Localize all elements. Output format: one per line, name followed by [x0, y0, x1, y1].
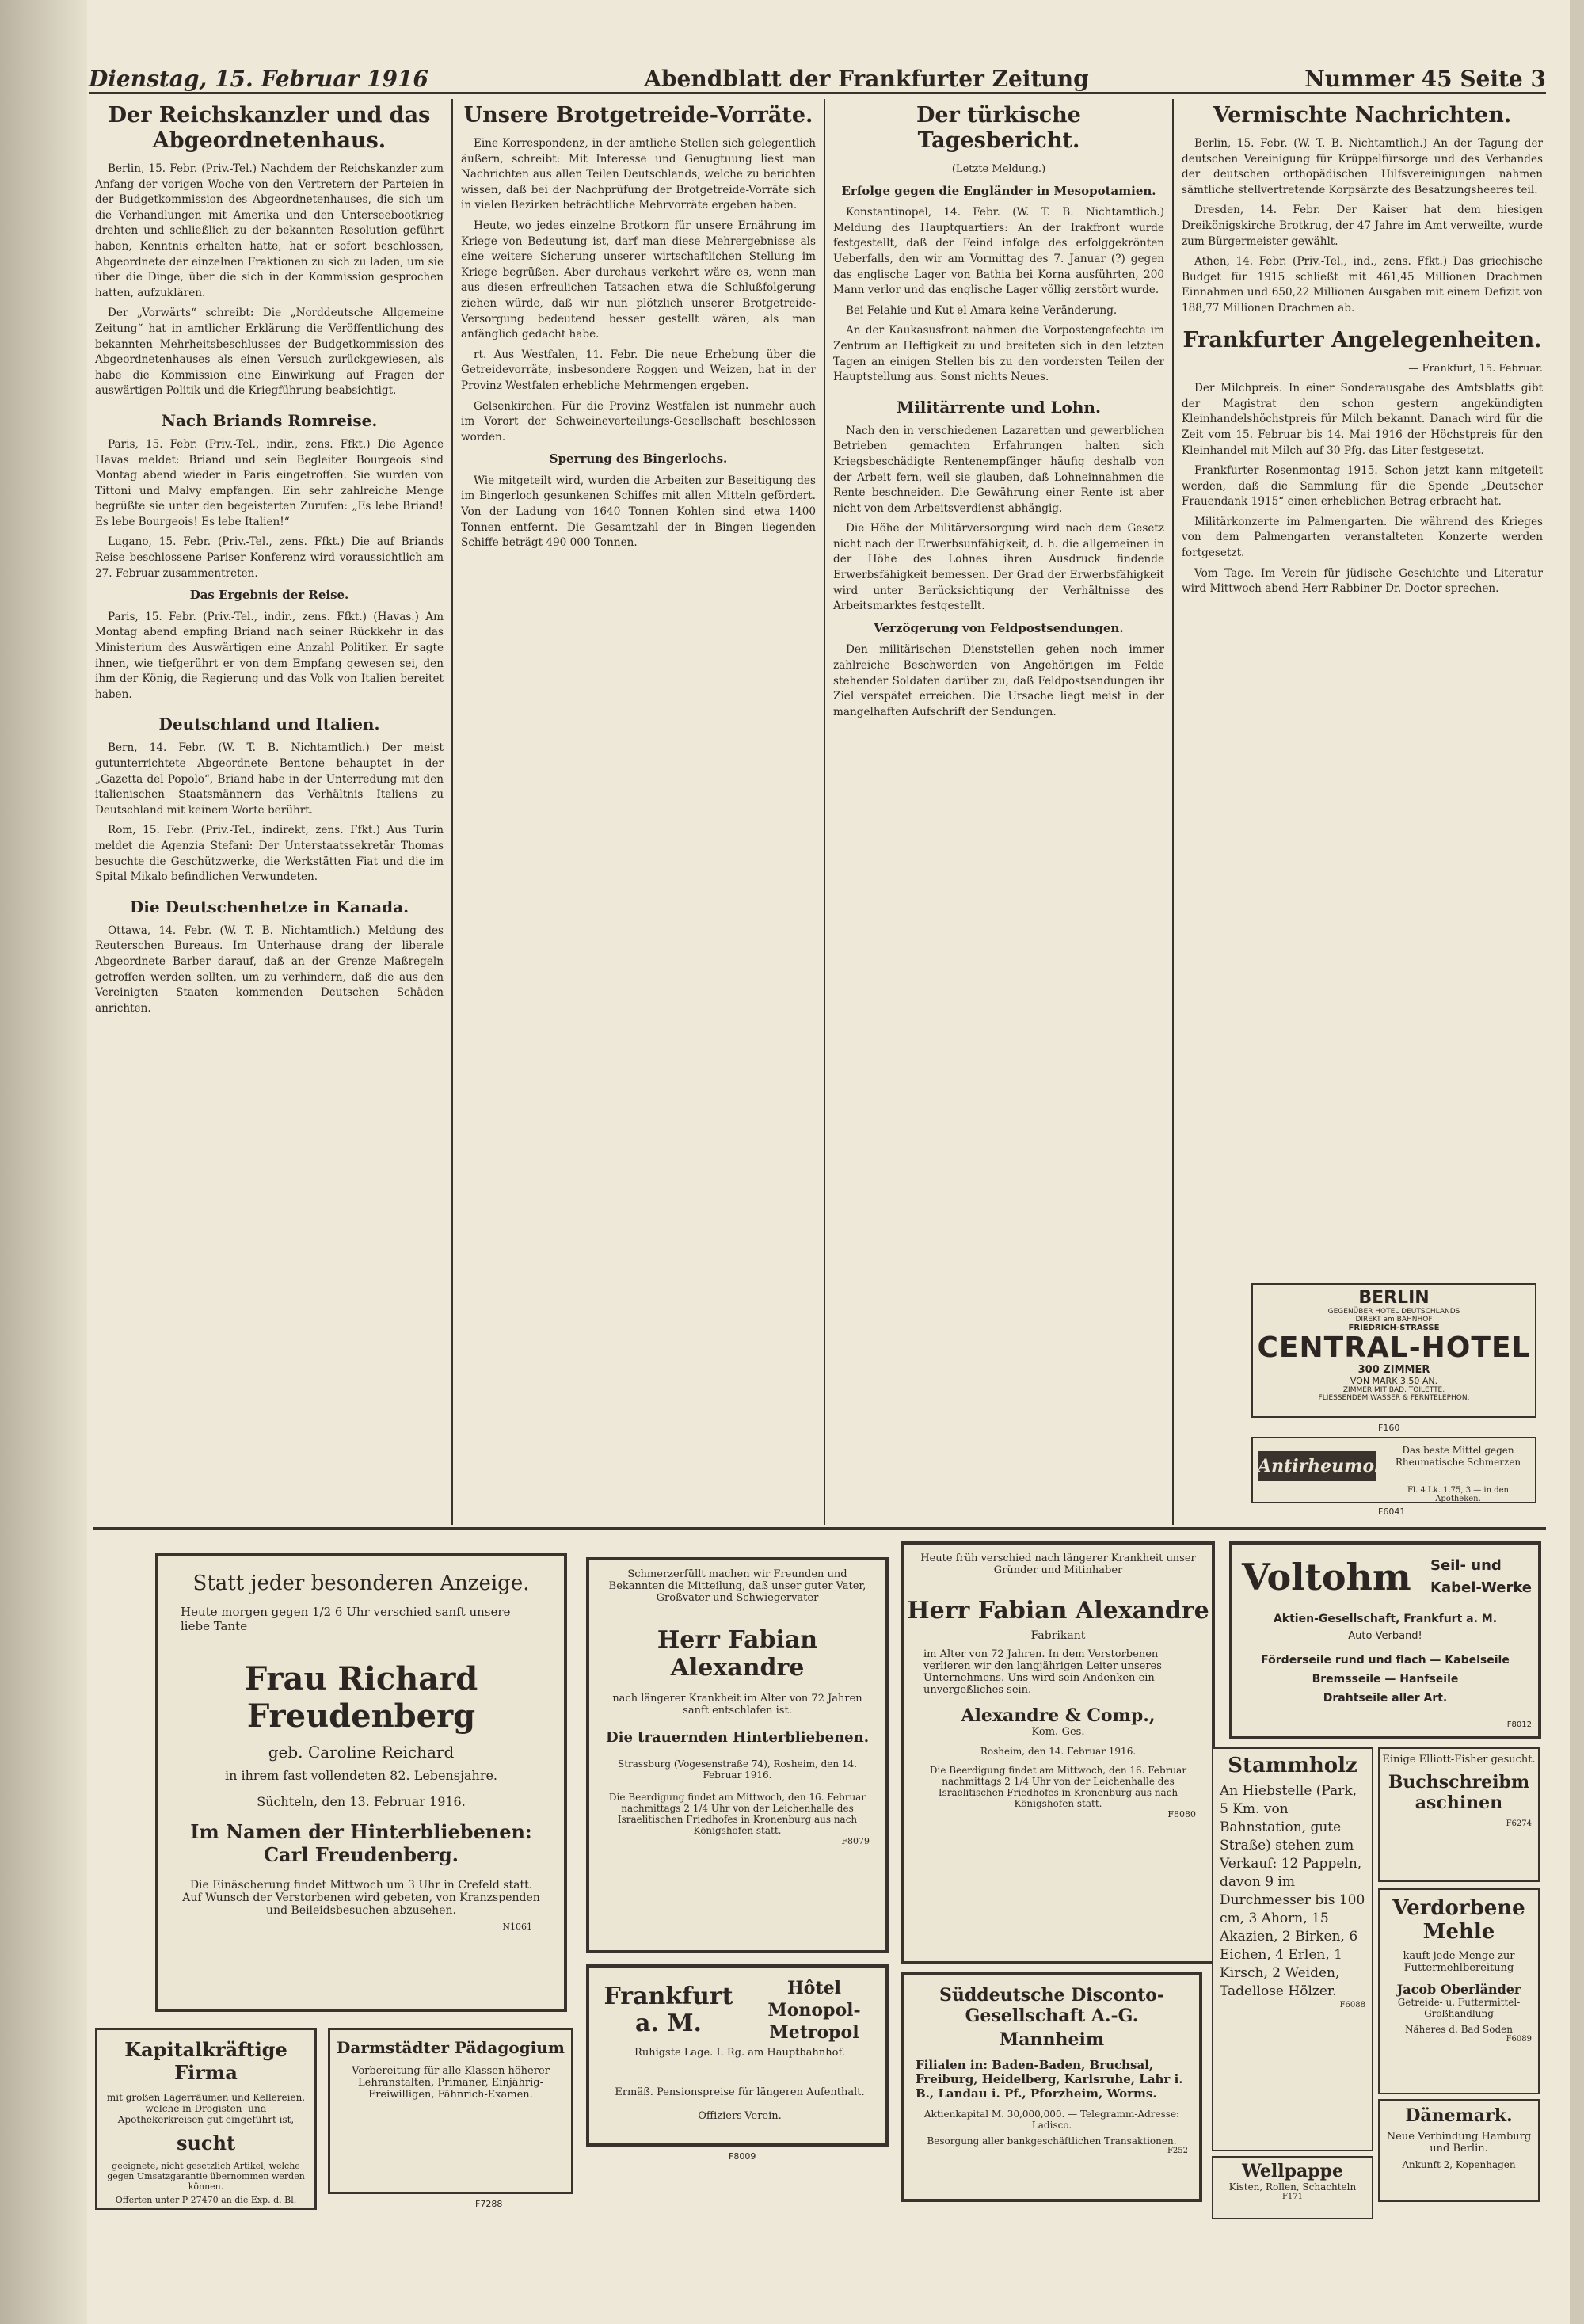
article-note: (Letzte Meldung.) [951, 163, 1046, 175]
article-paragraph: Der „Vorwärts“ schreibt: Die „Norddeutsche Allgemeine Zeitung“ hat in amtlicher Erklärung die Veröffentlichung des bekannten Mehrheitsbeschlusses der Budgetkommission des Abgeordnetenhauses als einen Versuch zurückgewiesen, als habe die Kommission eine Einwirkung auf Fragen der auswärtigen Politik und die Kriegführung beabsichtigt. [95, 307, 444, 398]
ad-line: Drahtseile aller Art. [1323, 1692, 1448, 1705]
ad-line: Ermäß. Pensionspreise für längeren Aufenthalt. [615, 2086, 865, 2098]
ad-code: F8012 [1506, 1720, 1532, 1729]
ad-product-name: Antirheumol [1258, 1451, 1376, 1481]
ad-note: Die Beerdigung findet am Mittwoch, den 16. Februar nachmittags 2 1/4 Uhr von der Leichenhalle des Israelitischen Friedhofes in Kronenburg aus nach Königshofen statt. [929, 1765, 1187, 1809]
column-rule [451, 99, 453, 1525]
ad-darmstaedter-paedagogium [328, 2028, 573, 2194]
ad-line: geb. Caroline Reichard [268, 1743, 455, 1762]
article-paragraph: Ottawa, 14. Febr. (W. T. B. Nichtamtlich.) Meldung des Reuterschen Bureaus. Im Unterhause drang der liberale Abgeordnete Barber darauf, daß an der Grenze Maßregeln getroffen werden sollten, um zu verhindern, daß die aus den Vereinigten Staaten kommenden Deutschen Schäden anrichten. [95, 924, 444, 1015]
ad-title: Verdorbene Mehle [1392, 1896, 1525, 1944]
ad-deceased-name: Herr Fabian Alexandre [907, 1597, 1209, 1625]
ad-line: Seil- und [1430, 1557, 1502, 1574]
ad-kapitalkraeftige-firma [95, 2028, 317, 2210]
article-headline: Die Deutschenhetze in Kanada. [129, 897, 409, 916]
ad-line: Strassburg (Vogesenstraße 74), Rosheim, den 14. Februar 1916. [617, 1758, 858, 1781]
masthead-page: Nummer 45 Seite 3 [1304, 66, 1546, 92]
article-paragraph: Vom Tage. Im Verein für jüdische Geschichte und Literatur wird Mittwoch abend Herr Rabbiner Dr. Doctor sprechen. [1182, 566, 1543, 596]
ad-title: Stammholz [1228, 1754, 1357, 1777]
ad-line: 300 ZIMMER [1357, 1364, 1430, 1376]
ad-line: FLIESSENDEM WASSER & FERNTELEPHON. [1318, 1394, 1470, 1402]
column-rule [1172, 99, 1174, 1525]
ad-buchschreibmaschinen [1378, 1747, 1540, 1882]
ad-code: F7288 [475, 2199, 503, 2209]
ad-verdorbene-mehle [1378, 1888, 1540, 2094]
ad-text: Einige Elliott-Fisher gesucht. [1382, 1754, 1536, 1766]
ad-line: ZIMMER MIT BAD, TOILETTE, [1342, 1386, 1445, 1394]
ad-name: Jacob Oberländer [1396, 1982, 1521, 1997]
ad-line: Offiziers-Verein. [698, 2110, 782, 2122]
ad-price: Fl. 4 Lk. 1.75, 3.— in den Apotheken. [1407, 1486, 1509, 1503]
article-paragraph: Bern, 14. Febr. (W. T. B. Nichtamtlich.) Der meist gutunterrichtete Abgeordnete Bentone behauptet in der „Gazetta del Popolo“, Briand habe in der Unterredung mit den italienischen Staatsmännern das Verhältnis Italiens zu Deutschland mit keinem Worte berührt. [95, 741, 444, 817]
article-paragraph: Bei Felahie und Kut el Amara keine Veränderung. [846, 303, 1118, 317]
article-paragraph: Der Milchpreis. In einer Sonderausgabe des Amtsblatts gibt der Magistrat den schon gestern angekündigten Kleinhandelshöchstpreis für Milch bekannt. Danach wird für die Zeit vom 15. Februar bis 14. Mai 1916 der Höchstpreis für den Kleinhandel mit Milch auf 30 Pfg. das Liter festgesetzt. [1182, 382, 1543, 457]
ad-text: mit großen Lagerräumen und Kellereien, welche in Drogisten- und Apothekerkreisen gut eingeführt ist, [106, 2092, 306, 2125]
ad-code: F171 [1281, 2193, 1304, 2201]
ad-code: F6089 [1506, 2035, 1532, 2044]
ad-line: Süchteln, den 13. Februar 1916. [257, 1794, 466, 1809]
article-paragraph: Nach den in verschiedenen Lazaretten und gewerblichen Betrieben gemachten Erfahrungen halten sich Kriegsbeschädigte Rentenempfänger häufig deshalb von der Arbeit fern, weil sie glauben, daß Lohneinnahmen die Rente beschneiden. Die Gewährung einer Rente ist aber nicht von dem Arbeitsverdienst abhängig. [833, 424, 1164, 515]
ad-voltohm [1229, 1541, 1541, 1739]
ad-line: Heute morgen gegen 1/2 6 Uhr verschied sanft unsere liebe Tante [181, 1605, 511, 1633]
ad-signature: Im Namen der Hinterbliebenen: [190, 1820, 532, 1843]
article-paragraph: Gelsenkirchen. Für die Provinz Westfalen ist nunmehr auch im Vorort der Schweineverteilungs-Gesellschaft beschlossen worden. [461, 399, 816, 444]
ad-line: Heute früh verschied nach längerer Krankheit unser Gründer und Mitinhaber [920, 1553, 1196, 1576]
ad-line: Rosheim, den 14. Februar 1916. [980, 1746, 1137, 1757]
ad-firm-name: Alexandre & Comp., [961, 1705, 1156, 1726]
article-paragraph: Berlin, 15. Febr. (W. T. B. Nichtamtlich.) An der Tagung der deutschen Vereinigung für Krüppelfürsorge und des Verbandes der deutschen orthopädischen Hilfsvereinigungen nahmen sämtliche stellvertretende Korpsärzte des Besatzungsheeres teil. [1182, 137, 1543, 196]
ad-line: Aktienkapital M. 30,000,000. — Telegramm-Adresse: Ladisco. [923, 2109, 1180, 2131]
article-dateline: — Frankfurt, 15. Februar. [1408, 362, 1543, 375]
ads-top-rule [93, 1527, 1546, 1530]
ad-line: Bremsseile — Hanfseile [1312, 1673, 1459, 1686]
masthead-date: Dienstag, 15. Februar 1916 [89, 66, 428, 92]
ad-title: Frankfurt a. M. [604, 1983, 733, 2037]
article-headline: Frankfurter Angelegenheiten. [1182, 327, 1542, 352]
article-headline: Der türkische Tagesbericht. [916, 103, 1081, 153]
ad-line: nach längerer Krankheit im Alter von 72 Jahren sanft entschlafen ist. [612, 1693, 862, 1716]
ad-hotel-name: Hôtel Monopol-Metropol [767, 1978, 861, 2043]
ad-line: Näheres d. Bad Soden [1404, 2024, 1514, 2035]
ad-code: F252 [1167, 2147, 1188, 2155]
ad-line: Statt jeder besonderen Anzeige. [192, 1572, 530, 1595]
ad-code: Offerten unter P 27470 an die Exp. d. Bl. [115, 2195, 297, 2205]
ad-line: Ankunft 2, Kopenhagen [1402, 2159, 1516, 2170]
ad-deceased-name: Frau Richard Freudenberg [244, 1660, 478, 1735]
ad-daenemark [1378, 2099, 1540, 2202]
article-subheadline: Das Ergebnis der Reise. [189, 588, 349, 603]
article-headline: Deutschland und Italien. [158, 714, 380, 734]
ad-line: im Alter von 72 Jahren. In dem Verstorbenen verlieren wir den langjährigen Leiter unseres Unternehmens. Uns wird sein Andenken ein unvergeßliches sein. [923, 1648, 1162, 1696]
ad-title: Darmstädter Pädagogium [337, 2038, 565, 2057]
article-paragraph: Dresden, 14. Febr. Der Kaiser hat dem hiesigen Dreikönigskirche Brotkrug, der 47 Jahre im Amt verweilte, wurde zum Bürgermeister gewählt. [1182, 204, 1543, 248]
ad-wellpappe [1212, 2156, 1373, 2219]
column-3 [833, 101, 1164, 725]
ad-note: Die Beerdigung findet am Mittwoch, den 16. Februar nachmittags 2 1/4 Uhr von der Leichenhalle des Israelitischen Friedhofes in Kronenburg aus nach Königshofen statt. [608, 1792, 866, 1836]
ad-note: Die Einäscherung findet Mittwoch um 3 Uhr in Crefeld statt. Auf Wunsch der Verstorbenen wird gebeten, von Kranzspenden und Beileidsbesuchen abzusehen. [182, 1879, 540, 1917]
ad-line: Auto-Verband! [1348, 1630, 1422, 1642]
ad-code: F160 [1378, 1423, 1400, 1433]
ad-line: Ruhigste Lage. I. Rg. am Hauptbahnhof. [634, 2047, 845, 2059]
ad-title: Dänemark. [1405, 2105, 1513, 2126]
ad-line: in ihrem fast vollendeten 82. Lebensjahre. [224, 1768, 498, 1783]
ad-line: DIREKT am BAHNHOF [1355, 1316, 1433, 1324]
article-paragraph: Militärkonzerte im Palmengarten. Die während des Krieges von dem Palmengarten veranstalteten Konzerte werden fortgesetzt. [1182, 515, 1543, 560]
ad-text: Kisten, Rollen, Schachteln [1228, 2181, 1357, 2193]
ad-title: Buchschreibmaschinen [1388, 1772, 1530, 1813]
article-paragraph: Eine Korrespondenz, in der amtliche Stellen sich gelegentlich äußern, schreibt: Mit Interesse und Genugtuung liest man Nachrichten aus allen Teilen Deutschlands, welche zu berichten wissen, daß bei der Nachprüfung der Brotgetreide-Vorräte sich in vielen Bezirken beträchtliche Mehrvorräte ergeben haben. [461, 137, 816, 212]
ad-obituary-alexandre-family [586, 1557, 889, 1953]
ad-code: F6088 [1339, 2001, 1365, 2010]
ad-text: Vorbereitung für alle Klassen höherer Lehranstalten, Primaner, Einjährig-Freiwilligen, Fähnrich-Examen. [352, 2065, 550, 2101]
article-subheadline: Sperrung des Bingerlochs. [549, 451, 728, 467]
article-paragraph: rt. Aus Westfalen, 11. Febr. Die neue Erhebung über die Getreidevorräte, insbesondere Roggen und Weizen, hat in der Provinz Westfalen erhebliche Mehrmengen ergeben. [461, 348, 816, 392]
ad-line: Besorgung aller bankgeschäftlichen Transaktionen. [927, 2135, 1177, 2147]
ad-line: Fabrikant [1030, 1629, 1086, 1642]
ad-obituary-freudenberg [155, 1553, 567, 2012]
ad-central-hotel [1251, 1283, 1536, 1418]
ad-obituary-alexandre-firm [901, 1541, 1215, 1964]
article-headline: Unsere Brotgetreide-Vorräte. [463, 103, 813, 128]
ad-line: FRIEDRICH-STRASSE [1348, 1324, 1440, 1332]
ad-code: F6041 [1378, 1507, 1406, 1517]
ad-deceased-name: Herr Fabian Alexandre [657, 1626, 818, 1682]
article-subheadline: Verzögerung von Feldpostsendungen. [874, 620, 1124, 635]
ad-hotel-name: CENTRAL-HOTEL [1257, 1332, 1531, 1364]
page-right-edge [1570, 0, 1584, 2324]
article-paragraph: Heute, wo jedes einzelne Brotkorn für unsere Ernährung im Kriege von Bedeutung ist, darf man diese Mehrergebnisse als eine weitere Sicherung unserer wirtschaftlichen Stellung im Kriege begrüßen. Aber durchaus verkehrt wäre es, wenn man aus diesen erfreulichen Tatsachen etwa die Schlußfolgerung ziehen würde, daß wir nun plötzlich unserer Brotgetreide-Versorgung bedeutend besser gestellt wären, als man anfänglich gedacht habe. [461, 219, 816, 341]
ad-stammholz [1212, 1747, 1373, 2151]
ad-line: Filialen in: Baden-Baden, Bruchsal, Freiburg, Heidelberg, Karlsruhe, Lahr i. B., Landau i. Pf., Pforzheim, Worms. [916, 2058, 1183, 2101]
article-paragraph: Rom, 15. Febr. (Priv.-Tel., indirekt, zens. Ffkt.) Aus Turin meldet die Agenzia Stefani: Der Unterstaatssekretär Thomas besuchte die Geschützwerke, die Werkstätten Fiat und die im Spital Mikalo befindlichen Verwundeten. [95, 824, 444, 884]
article-headline: Militärrente und Lohn. [897, 397, 1101, 417]
ad-city: Mannheim [999, 2029, 1105, 2050]
article-paragraph: Konstantinopel, 14. Febr. (W. T. B. Nichtamtlich.) Meldung des Hauptquartiers: An der Irakfront wurde festgestellt, daß der Feind infolge des erfolggekrönten Ueberfalls, den wir am Vormittag des 7. Januar (?) gegen das englische Lager von Bathia bei Korna ausführten, 200 Mann verlor und das englische Lager völlig zerstört wurde. [833, 206, 1164, 297]
ad-title: Wellpappe [1241, 2161, 1344, 2181]
ad-title: BERLIN [1358, 1288, 1430, 1308]
ad-sucht: sucht [176, 2132, 236, 2154]
ad-line: geeignete, nicht gesetzlich Artikel, welche gegen Umsatzgarantie übernommen werden können. [107, 2161, 305, 2192]
ad-line: Kom.-Ges. [1031, 1726, 1085, 1738]
ad-line: GEGENÜBER HOTEL DEUTSCHLANDS [1327, 1308, 1460, 1316]
ad-title: Süddeutsche Disconto-Gesellschaft A.-G. [939, 1985, 1165, 2026]
ad-line: Getreide- u. Futtermittel-Großhandlung [1397, 1997, 1521, 2019]
article-headline: Nach Briands Romreise. [161, 410, 378, 430]
article-headline: Vermischte Nachrichten. [1213, 103, 1512, 128]
article-subheadline: Erfolge gegen die Engländer in Mesopotamien. [841, 183, 1156, 198]
ad-text: An Hiebstelle (Park, 5 Km. von Bahnstation, gute Straße) stehen zum Verkauf: 12 Pappeln, davon 9 im Durchmesser bis 100 cm, 3 Ahorn, 15 Akazien, 2 Birken, 6 Eichen, 4 Erlen, 1 Kirsch, 2 Weiden, Tadellose Hölzer. [1220, 1783, 1365, 1999]
ad-code: F8080 [1167, 1809, 1196, 1819]
ad-code: F6274 [1506, 1819, 1532, 1828]
article-paragraph: Wie mitgeteilt wird, wurden die Arbeiten zur Beseitigung des im Bingerloch gesunkenen Schiffes mit allen Mitteln gefördert. Von der Ladung von 1640 Tonnen Kohlen sind etwa 1400 Tonnen entfernt. Die Gesamtzahl der in Bingen liegenden Schiffe beträgt 490 000 Tonnen. [461, 474, 816, 550]
ad-brand-name: Voltohm [1242, 1556, 1411, 1598]
article-headline: Der Reichskanzler und das Abgeordnetenhaus. [108, 103, 431, 153]
article-paragraph: Die Höhe der Militärversorgung wird nach dem Gesetz nicht nach der Erwerbsunfähigkeit, d. h. die allgemeinen in der Höhe des Lohnes ihren Ausdruck findende Erwerbsfähigkeit bemessen. Der Grad der Erwerbsfähigkeit wird unter Berücksichtigung der Verhältnisse des Arbeitsmarktes festgestellt. [833, 522, 1164, 613]
ad-title: Kapitalkräftige Firma [124, 2038, 287, 2084]
ad-code: F8009 [729, 2151, 756, 2162]
column-1 [95, 101, 444, 1021]
article-paragraph: Athen, 14. Febr. (Priv.-Tel., ind., zens. Ffkt.) Das griechische Budget für 1915 schließt mit 461,45 Millionen Drachmen Einnahmen und 650,22 Millionen Ausgaben mit einem Defizit von 188,77 Millionen Drachmen ab. [1182, 255, 1543, 314]
article-paragraph: Paris, 15. Febr. (Priv.-Tel., indir., zens. Ffkt.) (Havas.) Am Montag abend empfing Briand nach seiner Rückkehr in das Ministerium des Auswärtigen eine Anzahl Politiker. Er sagte ihnen, wie tiefgerührt er von dem Empfang gewesen sei, den ihm der König, die Regierung und das Volk von Italien bereitet haben. [95, 610, 444, 701]
ad-hotel-monopol-metropol [586, 1964, 889, 2147]
ad-antirheumol [1251, 1437, 1536, 1503]
ad-line: Schmerzerfüllt machen wir Freunden und Bekannten die Mitteilung, daß unser guter Vater, Großvater und Schwiegervater [608, 1568, 866, 1604]
ad-line: Kabel-Werke [1430, 1579, 1533, 1596]
article-paragraph: Frankfurter Rosenmontag 1915. Schon jetzt kann mitgeteilt werden, daß die Sammlung für die Spende „Deutscher Frauendank 1915“ einen erheblichen Betrag erbracht hat. [1182, 464, 1543, 509]
ad-text: Das beste Mittel gegen Rheumatische Schmerzen [1395, 1445, 1521, 1468]
article-paragraph: Den militärischen Dienststellen gehen noch immer zahlreiche Beschwerden von Angehörigen im Felde stehender Soldaten darüber zu, daß Feldpostsendungen ihr Ziel verspätet erreichen. Die Ursache liegt meist in der mangelhaften Aufschrift der Sendungen. [833, 643, 1164, 718]
column-2 [461, 101, 816, 556]
column-rule [824, 99, 825, 1525]
ad-signature: Carl Freudenberg. [263, 1843, 459, 1866]
ad-line: VON MARK 3.50 AN. [1350, 1376, 1438, 1386]
page-fold-shadow [0, 0, 87, 2324]
ad-text: kauft jede Menge zur Futtermehlbereitung [1403, 1950, 1515, 1974]
ad-line: Förderseile rund und flach — Kabelseile [1261, 1654, 1510, 1667]
article-paragraph: An der Kaukasusfront nahmen die Vorpostengefechte im Zentrum an Heftigkeit zu und breiteten sich in den letzten Tagen an einigen Stellen bis zu den vordersten Teilen der Hauptstellung aus. Sonst nichts Neues. [833, 324, 1164, 384]
article-paragraph: Berlin, 15. Febr. (Priv.-Tel.) Nachdem der Reichskanzler zum Anfang der vorigen Woche von den Vertretern der Parteien in der Budgetkommission des Abgeordnetenhauses, die sich um die Verhandlungen mit Amerika und den Unterseebootkrieg drehten und schließlich zu der bekannten Resolution geführt haben, Kenntnis erhalten hatte, hat er sofort beschlossen, Abgeordnete der einzelnen Fraktionen zu sich zu laden, um sie über die Dinge, über die sich in der Kommission gesprochen hatten, aufzuklären. [95, 162, 444, 299]
ad-code: N1061 [502, 1922, 532, 1932]
ad-code: F8079 [841, 1836, 870, 1846]
ad-line: Die trauernden Hinterbliebenen. [606, 1729, 869, 1746]
ad-line: Aktien-Gesellschaft, Frankfurt a. M. [1273, 1613, 1498, 1625]
article-paragraph: Paris, 15. Febr. (Priv.-Tel., indir., zens. Ffkt.) Die Agence Havas meldet: Briand und sein Begleiter Bourgeois sind Montag abend wieder in Paris eingetroffen. Sie wurden von Tittoni und Malvy empfangen. Ein sehr zahlreiche Menge begrüßte sie unter den begeisterten Zurufen: „Es lebe Briand! Es lebe Bourgeois! Es lebe Italien!“ [95, 437, 444, 528]
masthead-title: Abendblatt der Frankfurter Zeitung [644, 66, 1089, 92]
column-4 [1182, 101, 1543, 602]
ad-text: Neue Verbindung Hamburg und Berlin. [1386, 2131, 1532, 2154]
article-paragraph: Lugano, 15. Febr. (Priv.-Tel., zens. Ffkt.) Die auf Briands Reise beschlossene Pariser Konferenz wird voraussichtlich am 27. Februar zusammentreten. [95, 535, 444, 580]
masthead [89, 63, 1546, 94]
ad-disconto-gesellschaft [901, 1972, 1202, 2202]
